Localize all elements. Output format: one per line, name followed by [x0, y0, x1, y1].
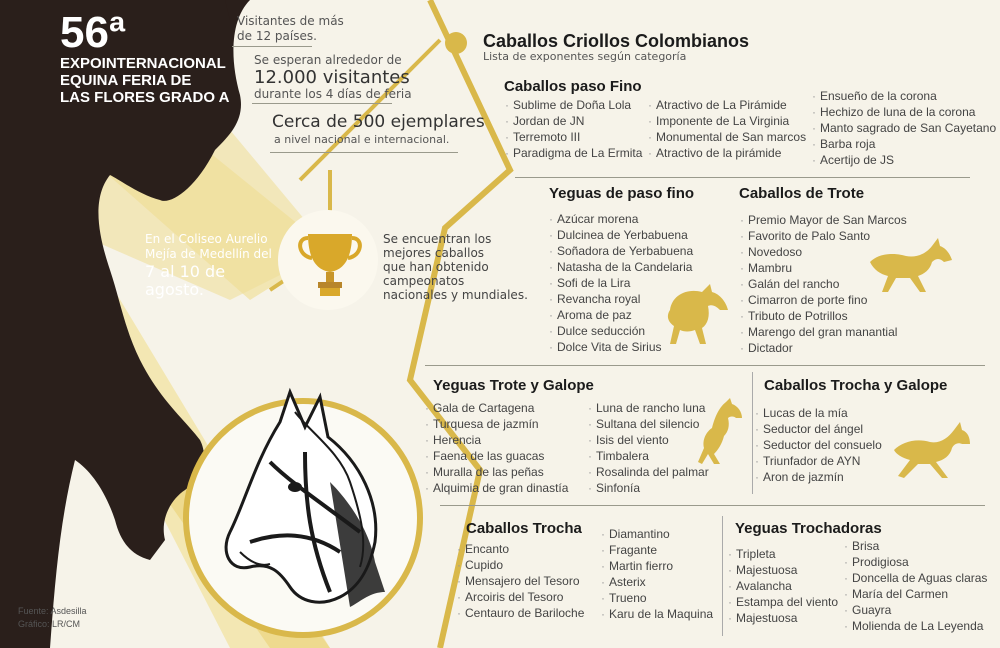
main-title: Caballos Criollos Colombianos [483, 31, 750, 51]
list-item: · Arcoiris del Tesoro [457, 589, 584, 605]
dates-line-2: agosto. [145, 280, 204, 299]
list-item: · Faena de las guacas [425, 448, 568, 464]
list-item: · Favorito de Palo Santo [740, 228, 907, 244]
list-item: · Encanto [457, 541, 584, 557]
section-title-caballos-trote: Caballos de Trote [739, 185, 865, 202]
section-divider [425, 365, 985, 366]
horse-silhouette-icon [866, 236, 956, 296]
source-credit: Fuente: Asdesilla [18, 606, 87, 616]
list-item: · Marengo del gran manantial [740, 324, 907, 340]
list-item: · Mensajero del Tesoro [457, 573, 584, 589]
list-item: · Martin fierro [601, 558, 713, 574]
visitors-countries-line-1: Visitantes de más [237, 14, 344, 28]
list-item: · Centauro de Bariloche [457, 605, 584, 621]
list-item: · Sublime de Doña Lola [505, 97, 642, 113]
list-item: · Azúcar morena [549, 211, 693, 227]
list-item: · Manto sagrado de San Cayetano [812, 120, 996, 136]
list-item: · Guayra [844, 602, 987, 618]
list-item: · Fragante [601, 542, 713, 558]
list-item: · Aroma de paz [549, 307, 693, 323]
list-item: · Triunfador de AYN [755, 453, 882, 469]
list-item: · Barba roja [812, 136, 996, 152]
list-item: · Terremoto III [505, 129, 642, 145]
event-title-line-1: EXPOINTERNACIONAL [60, 55, 226, 72]
list-item: · Galán del rancho [740, 276, 907, 292]
list-item: · Jordan de JN [505, 113, 642, 129]
list-item: · Lucas de la mía [755, 405, 882, 421]
list-item: · Molienda de La Leyenda [844, 618, 987, 634]
visitors-countries-line-2: de 12 países. [237, 29, 317, 43]
trophy-icon [300, 228, 360, 298]
section-title-caballos-trocha: Caballos Trocha [466, 520, 582, 537]
list-item: · Monumental de San marcos [648, 129, 806, 145]
list-item: · Rosalinda del palmar [588, 464, 709, 480]
list-item: · Cupido [457, 557, 584, 573]
event-title-line-3: LAS FLORES GRADO A [60, 89, 230, 106]
expected-number: 12.000 visitantes [254, 67, 410, 88]
list-item: · Imponente de La Virginia [648, 113, 806, 129]
section-divider [440, 505, 985, 506]
event-title-line-2: EQUINA FERIA DE [60, 72, 192, 89]
list-item: · Herencia [425, 432, 568, 448]
list-item: · Gala de Cartagena [425, 400, 568, 416]
list-item: · Hechizo de luna de la corona [812, 104, 996, 120]
list-item: · Brisa [844, 538, 987, 554]
list-item: · Dulcinea de Yerbabuena [549, 227, 693, 243]
expected-days: durante los 4 días de feria [254, 87, 412, 101]
list-item: · Seductor del consuelo [755, 437, 882, 453]
list-item: · Diamantino [601, 526, 713, 542]
list-item: · Cimarron de porte fino [740, 292, 907, 308]
specimens-scope: a nivel nacional e internacional. [274, 133, 450, 146]
section-title-yeguas-trochadoras: Yeguas Trochadoras [735, 520, 882, 537]
divider [270, 152, 458, 153]
list-item: · Luna de rancho luna [588, 400, 709, 416]
caballos-trocha-galope-list [755, 405, 882, 485]
dates-line-1: 7 al 10 de [145, 262, 226, 281]
specimens-number: Cerca de 500 ejemplares [272, 112, 485, 132]
graphic-credit: Gráfico: LR/CM [18, 619, 81, 629]
list-item: · Karu de la Maquina [601, 606, 713, 622]
list-item: · Estampa del viento [728, 594, 838, 610]
list-item: · Sultana del silencio [588, 416, 709, 432]
section-title-yeguas-trote-galope: Yeguas Trote y Galope [433, 377, 594, 394]
horse-silhouette-icon [662, 280, 732, 350]
column-divider [722, 516, 723, 636]
list-item: · Aron de jazmín [755, 469, 882, 485]
paso-fino-list-col1 [505, 97, 642, 161]
list-item: · Ensueño de la corona [812, 88, 996, 104]
caballos-trocha-col2 [601, 526, 713, 622]
list-item: · Prodigiosa [844, 554, 987, 570]
horse-head-illustration [210, 392, 410, 612]
trophy-text-line-2: mejores caballos [383, 246, 485, 260]
list-item: · Natasha de la Candelaria [549, 259, 693, 275]
list-item: · Acertijo de JS [812, 152, 996, 168]
horse-silhouette-icon [696, 398, 746, 468]
section-title-yeguas-paso-fino: Yeguas de paso fino [549, 185, 695, 202]
section-divider [515, 177, 970, 178]
venue-line-2: Mejía de Medellín del [145, 247, 272, 261]
list-item: · María del Carmen [844, 586, 987, 602]
yeguas-trochadoras-col1 [728, 546, 838, 626]
yeguas-trochadoras-col2 [844, 538, 987, 634]
list-item: · Atractivo de La Pirámide [648, 97, 806, 113]
main-subtitle: Lista de exponentes según categoría [483, 50, 687, 63]
list-item: · Turquesa de jazmín [425, 416, 568, 432]
list-item: · Soñadora de Yerbabuena [549, 243, 693, 259]
expected-intro: Se esperan alrededor de [254, 53, 402, 67]
list-item: · Premio Mayor de San Marcos [740, 212, 907, 228]
section-title-caballos-trocha-galope: Caballos Trocha y Galope [764, 377, 948, 394]
trophy-text-line-5: nacionales y mundiales. [383, 288, 528, 302]
list-item: · Majestuosa [728, 562, 838, 578]
list-item: · Paradigma de La Ermita [505, 145, 642, 161]
horse-silhouette-icon [892, 420, 972, 480]
list-item: · Sinfonía [588, 480, 709, 496]
list-item: · Majestuosa [728, 610, 838, 626]
trophy-text-line-4: campeonatos [383, 274, 465, 288]
yeguas-trote-galope-col1 [425, 400, 568, 496]
list-item: · Seductor del ángel [755, 421, 882, 437]
divider [252, 103, 392, 104]
list-item: · Dictador [740, 340, 907, 356]
list-item: · Mambru [740, 260, 907, 276]
title-bullet [445, 32, 467, 54]
paso-fino-list-col2 [648, 97, 806, 161]
list-item: · Tributo de Potrillos [740, 308, 907, 324]
list-item: · Novedoso [740, 244, 907, 260]
edition-number: 56ª [60, 8, 126, 57]
list-item: · Timbalera [588, 448, 709, 464]
list-item: · Tripleta [728, 546, 838, 562]
yeguas-trote-galope-col2 [588, 400, 709, 496]
list-item: · Trueno [601, 590, 713, 606]
list-item: · Asterix [601, 574, 713, 590]
paso-fino-list-col3 [812, 88, 996, 168]
list-item: · Revancha royal [549, 291, 693, 307]
list-item: · Avalancha [728, 578, 838, 594]
trophy-text-line-3: que han obtenido [383, 260, 489, 274]
list-item: · Doncella de Aguas claras [844, 570, 987, 586]
list-item: · Dolce Vita de Sirius [549, 339, 693, 355]
column-divider [752, 372, 753, 494]
list-item: · Atractivo de la pirámide [648, 145, 806, 161]
section-title-paso-fino: Caballos paso Fino [504, 78, 642, 95]
caballos-trocha-col1 [457, 541, 584, 621]
list-item: · Muralla de las peñas [425, 464, 568, 480]
list-item: · Alquimia de gran dinastía [425, 480, 568, 496]
list-item: · Isis del viento [588, 432, 709, 448]
trophy-text-line-1: Se encuentran los [383, 232, 492, 246]
list-item: · Sofi de la Lira [549, 275, 693, 291]
venue-line-1: En el Coliseo Aurelio [145, 232, 268, 246]
list-item: · Dulce seducción [549, 323, 693, 339]
divider [232, 46, 312, 47]
